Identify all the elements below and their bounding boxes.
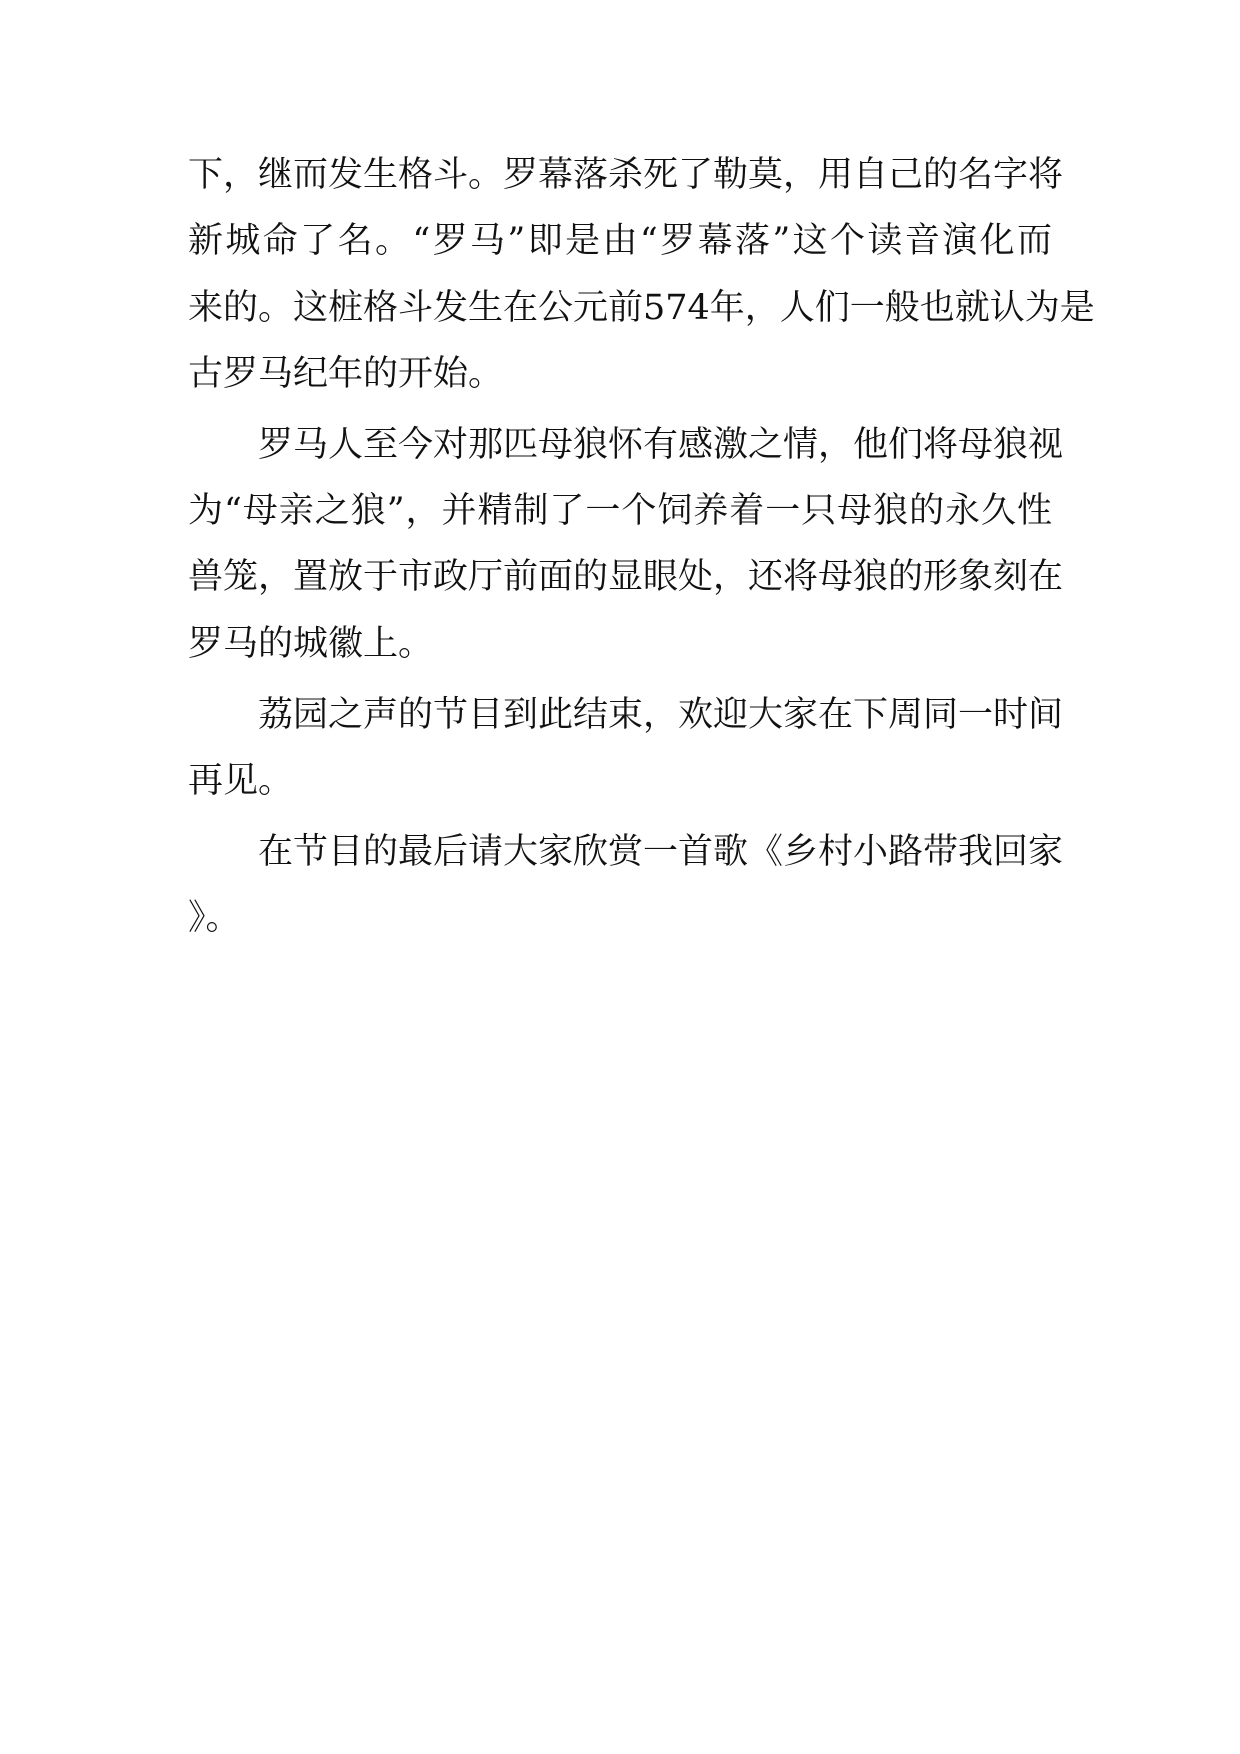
paragraph-2-line-2: 为“母亲之狼”，并精制了一个饲养着一只母狼的永久性 (188, 491, 1052, 531)
paragraph-4-line-2: 》。 (188, 898, 241, 938)
paragraph-4-line-1: 在节目的最后请大家欣赏一首歌《乡村小路带我回家 (258, 832, 1064, 872)
paragraph-2-line-4: 罗马的城徽上。 (188, 624, 434, 664)
paragraph-2-line-3: 兽笼，置放于市政厅前面的显眼处，还将母狼的形象刻在 (188, 557, 1064, 597)
paragraph-1-line-1: 下，继而发生格斗。罗幕落杀死了勒莫，用自己的名字将 (188, 155, 1064, 195)
paragraph-1-line-2: 新城命了名。“罗马”即是由“罗幕落”这个读音演化而 (188, 221, 1052, 261)
paragraph-3-line-1: 荔园之声的节目到此结束，欢迎大家在下周同一时间 (258, 695, 1064, 735)
paragraph-1-line-3: 来的。这桩格斗发生在公元前574年，人们一般也就认为是 (188, 288, 1095, 328)
paragraph-3-line-2: 再见。 (188, 761, 294, 801)
paragraph-2-line-1: 罗马人至今对那匹母狼怀有感激之情，他们将母狼视 (258, 425, 1064, 465)
paragraph-1-line-4: 古罗马纪年的开始。 (188, 354, 504, 394)
